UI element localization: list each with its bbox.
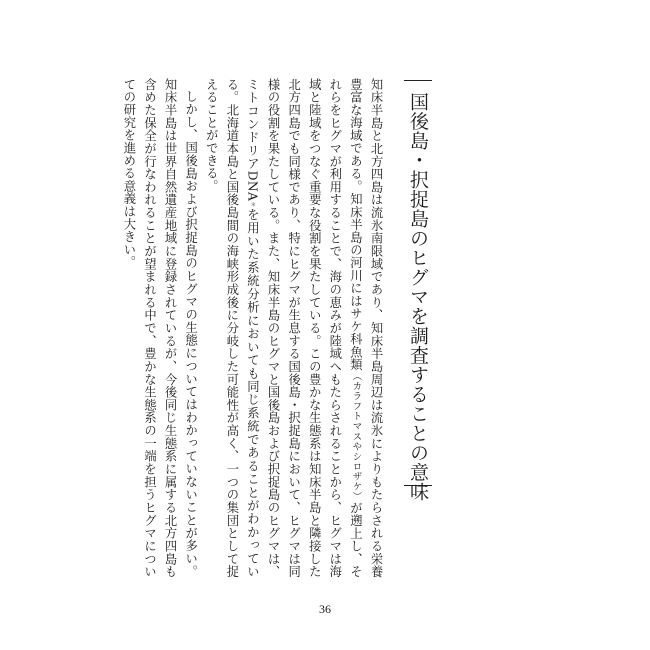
paragraph-1-text-a: 知床半島と北方四島は流氷南限域であり、知床半島周辺は流氷によりもたらされる栄養豊富な海域である。知床半島の河川にはサケ科魚類 — [348, 78, 383, 578]
paragraph-1-text-b: が遡上し、それらをヒグマが利用することで、海の恵みが陸域へもたらされることから、ヒグマは海域と陸域をつなぐ重要な役割を果たしている。この豊かな生態系は知床半島と隣接した北方四島でも同様であり、特にヒグマが生息する国後島・択捉島において、ヒグマは同様の役割を果たしている。また、知床半島のヒグマと国後島および択捉島のヒグマは、ミトコンドリアDNA — [245, 78, 363, 578]
page-number: 36 — [319, 602, 331, 616]
footnote-asterisk: ＊ — [249, 201, 256, 209]
section-heading: 国後島・択捉島のヒグマを調査することの意味 — [407, 92, 429, 502]
paragraph-1 — [201, 78, 386, 578]
paragraph-2: しかし、国後島および択捉島のヒグマの生態についてはわかっていないことが多い。知床半島は世界自然遺産地域に登録されているが、今後同じ生態系に属する北方四島も含めた保全が行なわれることが望まれる中で、豊かな生態系の一端を担うヒグマについての研究を進める意義は大きい。 — [121, 78, 198, 578]
paragraph-1-parenthetical: （カラフトマスやシロザケ） — [350, 371, 362, 502]
paragraph-1-text-c: を用いた系統分析においても同じ系統であることがわかっている。北海道本島と国後島間の海峡形成後に分岐した可能性が高く、一つの集団として捉えることができる。 — [204, 78, 260, 578]
body-text — [121, 78, 386, 578]
